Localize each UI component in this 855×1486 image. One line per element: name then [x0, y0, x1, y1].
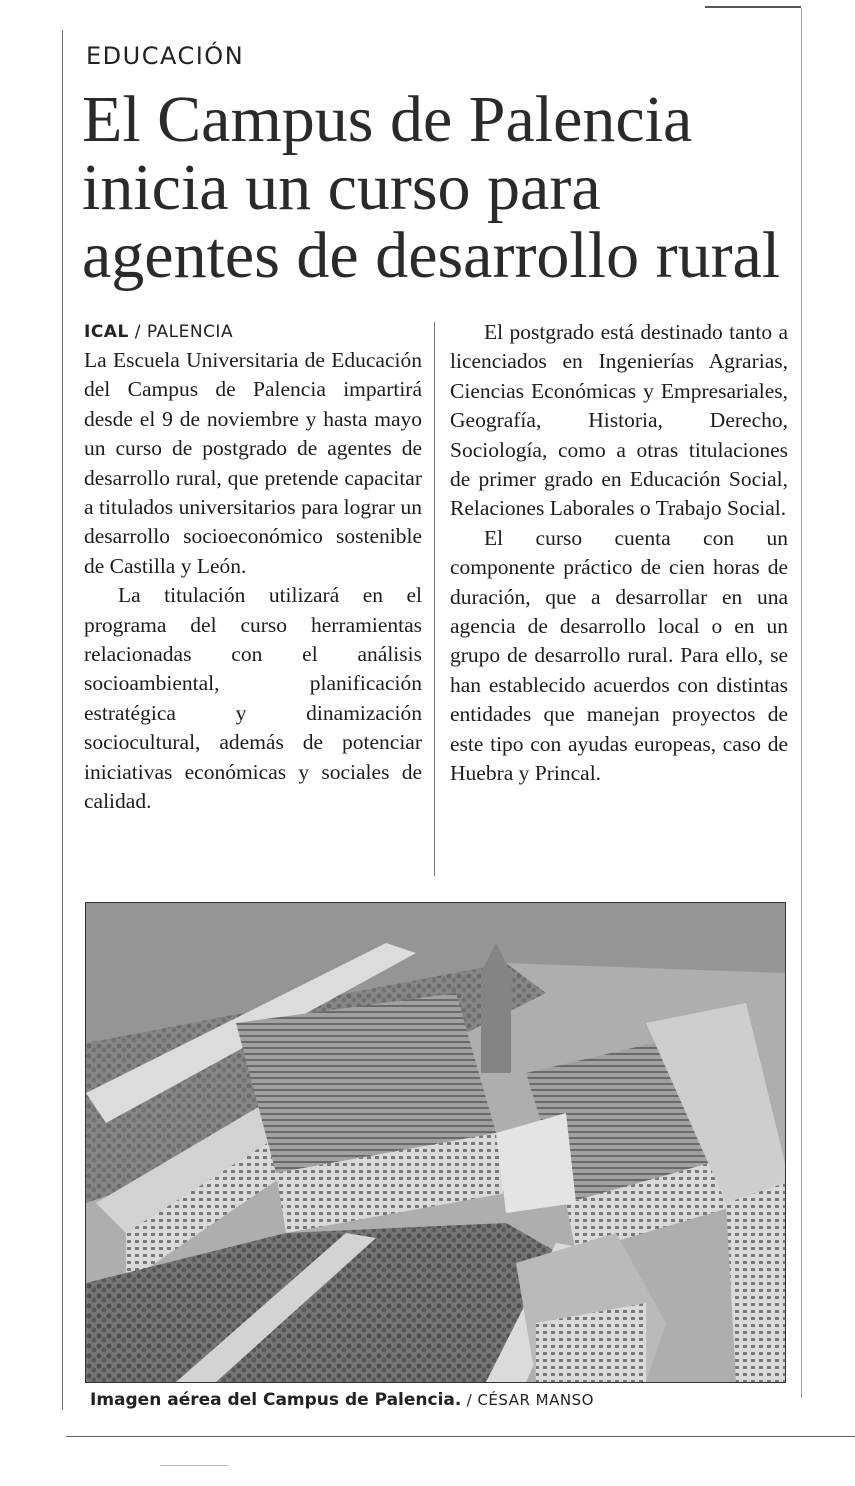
byline-agency: ICAL: [84, 322, 129, 342]
paragraph-4: El curso cuenta con un componente práctico de cien horas de duración, que a desarrollar en una agencia de desarrollo local o en un grupo de desarrollo rural. Para ello, se han establecido acuerdos con distintas entidades que manejan proyectos de este tipo con ayudas europeas, caso de Huebra y Princal.: [450, 525, 788, 786]
photo-credit: CÉSAR MANSO: [477, 1391, 594, 1409]
paragraph-3: El postgrado está destinado tanto a licenciados en Ingenierías Agrarias, Ciencias Económicas y Empresariales, Geografía, Historia, Derecho, Sociología, como a otras titulaciones de primer grado en Educación Social, Relaciones Laborales o Trabajo Social.: [450, 320, 788, 521]
byline-separator: /: [128, 322, 147, 342]
bottom-rule: [66, 1436, 855, 1437]
caption-credit-separator: /: [461, 1391, 478, 1409]
paragraph-2: La titulación utilizará en el programa del curso herramientas relacionadas con el análisis socioambiental, planificación estratégica y dinamización sociocultural, además de potenciar iniciativas económicas y sociales de calidad.: [84, 583, 422, 814]
left-column-rule: [62, 30, 63, 1410]
article-column-left: [84, 318, 422, 817]
byline-location: PALENCIA: [146, 322, 234, 342]
photo-caption: [90, 1390, 594, 1410]
headline: El Campus de Palencia inicia un curso para agentes de desarrollo rural: [82, 83, 781, 292]
aerial-photo-illustration: [86, 903, 785, 1382]
paragraph-1: La Escuela Universitaria de Educación del Campus de Palencia impartirá desde el 9 de noviembre y hasta mayo un curso de postgrado de agentes de desarrollo rural, que pretende capacitar a titulados universitarios para lograr un desarrollo socioeconómico sostenible de Castilla y León.: [84, 348, 422, 578]
caption-text: Imagen aérea del Campus de Palencia.: [90, 1390, 462, 1410]
section-label: EDUCACIÓN: [86, 42, 245, 70]
byline: [84, 318, 422, 346]
scan-mark: [160, 1465, 228, 1466]
article-column-right: [450, 318, 788, 789]
column-divider: [434, 322, 435, 876]
right-column-rule: [801, 8, 802, 1398]
top-rule: [705, 6, 801, 8]
aerial-campus-photo: [85, 902, 786, 1383]
